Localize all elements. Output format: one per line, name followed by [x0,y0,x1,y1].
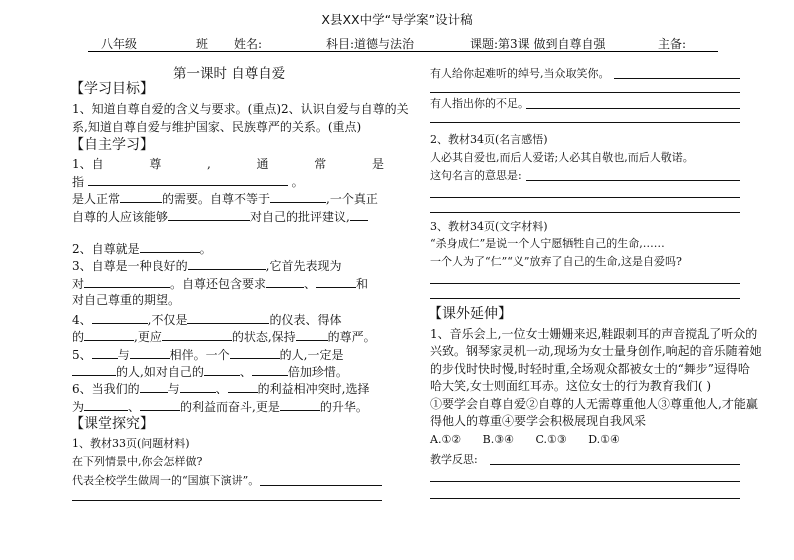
fill-blank[interactable] [187,311,269,324]
option-c[interactable]: C.①③ [535,433,567,446]
q2-b: 。 [199,242,212,256]
q1-char: 通 [256,157,269,171]
q1-char: 是 [371,157,384,171]
answer-line[interactable] [430,481,740,482]
q6-line-1-a: 6、当我们的 [72,382,140,396]
answer-line[interactable] [526,180,740,181]
q4-line-2-b: ,更应 [134,330,162,344]
ext-line-2: 兴致。钢琴家灵机一动,现场为女士量身创作,响起的音乐随着她 [430,344,762,358]
q6-line-1-c: 、 [215,382,228,396]
q1-line-3-b: 的需要。自尊不等于 [162,192,271,206]
c2-prompt: 这句名言的意思是: [430,169,522,182]
q4-line-1 [72,311,341,328]
goals-line-2: 系,知道自尊自爱与维护国家、民族尊严的关系。(重点) [72,120,362,134]
fill-blank[interactable] [280,398,320,411]
c2-quote: 人必其自爱也,而后人爱诺;人必其自敬也,而后人敬诺。 [430,151,694,164]
q3-line-1 [72,257,341,274]
q5-line-2-c: 倍加珍惜。 [287,365,348,379]
q6-line-1-d: 的利益相冲突时,选择 [257,382,370,396]
fill-blank[interactable] [84,398,128,411]
ext-line-3: 的步伐时快时慢,时轻时重,全场观众都被女士的“舞步”逗得哈 [430,362,750,376]
answer-line[interactable] [430,498,740,499]
answer-line[interactable] [526,108,740,109]
goals-line-1: 1、知道自尊自爱的含义与要求。(重点)2、认识自爱与自尊的关 [72,102,409,116]
q1-line-3 [72,190,378,207]
q1-line-4-a: 自尊的人应该能够 [72,210,169,224]
q6-line-1-b: 与 [167,382,180,396]
fill-blank[interactable] [180,380,216,393]
choice-options [430,432,620,448]
q3-line-3: 对自己尊重的期望。 [72,293,181,307]
answer-line[interactable] [260,485,382,486]
fill-blank[interactable] [162,328,232,341]
fill-blank[interactable] [204,363,240,376]
fill-blank[interactable] [316,275,356,288]
self-study-heading: 【自主学习】 [70,137,154,153]
q1-line-1 [72,156,384,172]
header-topic: 课题:第3课 做到自尊自强 [470,37,606,51]
q3-line-2-a: 对 [72,277,85,291]
q5-line-2-a: 的人,如对自己的 [116,365,204,379]
option-b[interactable]: B.③④ [482,433,514,446]
fill-blank[interactable] [266,275,304,288]
fill-blank[interactable] [230,346,280,359]
fill-blank[interactable] [92,311,148,324]
q6-line-2-c: 的利益而奋斗,更是 [180,400,280,414]
c2-title: 2、教材34页(名言感悟) [430,133,548,146]
scenario-1: 有人给你起难听的绰号,当众取笑你。 [430,67,610,80]
fill-blank[interactable] [130,346,170,359]
q3-line-1-b: ,它首先表现为 [265,259,342,273]
fill-blank[interactable] [188,257,266,270]
q3-line-2 [72,275,368,292]
fill-blank[interactable] [140,398,180,411]
answer-line[interactable] [430,197,740,198]
ext-line-5: ①要学会自尊自爱②自尊的人无需尊重他人③尊重他人,才能赢 [430,397,758,411]
q6-line-2-b: 、 [128,400,141,414]
q1-line-3-a: 是人正常 [72,192,121,206]
fill-blank[interactable] [140,240,200,253]
answer-line[interactable] [430,283,740,284]
q6-line-2 [72,398,368,415]
fill-blank[interactable] [252,363,288,376]
q3-line-2-c: 、 [304,277,317,291]
answer-line[interactable] [72,500,382,501]
fill-blank[interactable] [140,380,168,393]
q2-a: 2、自尊就是 [72,242,140,256]
fill-blank[interactable] [168,208,250,221]
q1-line-4 [72,208,368,225]
header-preparer: 主备: [658,37,687,51]
header-rule [88,51,718,52]
c3-title: 3、教材34页(文字材料) [430,220,548,233]
q2-line [72,240,212,257]
fill-blank[interactable] [84,275,170,288]
answer-line[interactable] [490,464,740,465]
header-name-label: 姓名: [234,37,263,51]
q5-line-2 [72,363,348,380]
ext-line-4: 哈大笑,女士则面红耳赤。这位女士的行为教育我们( ) [430,379,711,393]
q1-char: 1、自 [72,157,104,171]
q3-line-2-d: 和 [356,277,369,291]
ext-line-1: 1、音乐会上,一位女士姗姗来迟,鞋跟刺耳的声音搅乱了听众的 [430,327,758,341]
q5-a: 5、 [72,348,92,362]
q5-b: 与 [117,348,130,362]
header-grade: 八年级 [101,37,138,51]
answer-line[interactable] [614,78,740,79]
option-d[interactable]: D.①④ [588,433,620,446]
q3-line-2-b: 。自尊还包含要求 [170,277,267,291]
scenario-2: 有人指出你的不足。 [430,97,529,110]
document-title: X县XX中学“导学案”设计稿 [321,12,473,27]
fill-blank[interactable] [228,380,258,393]
q4-line-1-a: 4、 [72,313,92,327]
q1-char: 尊 [149,157,162,171]
q6-line-2-d: 的升华。 [319,400,368,414]
q1-line-2 [72,173,304,190]
header-class: 班 [196,37,209,51]
fill-blank[interactable] [270,190,326,203]
q4-line-1-c: 的仪表、得体 [269,313,342,327]
reflection-label: 教学反思: [430,453,478,466]
fill-blank[interactable] [72,363,116,376]
q6-line-2-a: 为 [72,400,85,414]
c1-title: 1、教材33页(问题材料) [72,437,190,450]
c1-item: 代表全校学生做周一的“国旗下演讲”。 [72,474,260,487]
class-heading: 【课堂探究】 [70,416,154,432]
fill-blank[interactable] [120,190,162,203]
header-subject: 科目:道德与法治 [326,37,415,51]
q4-line-2 [72,328,376,345]
fill-blank[interactable] [84,328,134,341]
fill-blank[interactable] [296,328,328,341]
q4-line-2-c: 的状态,保持 [231,330,296,344]
q1-char: , [207,157,211,171]
q3-line-1-a: 3、自尊是一种良好的 [72,259,188,273]
answer-line[interactable] [430,212,740,213]
lesson-title: 第一课时 自尊自爱 [173,66,286,82]
answer-line[interactable] [430,298,740,299]
answer-line[interactable] [430,92,740,93]
fill-blank[interactable] [88,173,288,186]
q5-line-1 [72,346,344,363]
goals-heading: 【学习目标】 [70,81,154,97]
option-a[interactable]: A.①② [430,433,462,446]
fill-blank[interactable] [350,208,368,221]
q6-line-1 [72,380,370,397]
q1-line-2-label: 指 [72,175,85,189]
q1-line-2-end: 。 [291,175,304,189]
c1-prompt: 在下列情景中,你会怎样做? [72,455,203,468]
q1-line-4-b: 对自己的批评建议, [250,210,350,224]
c3-line-2: 一个人为了“仁”“义”放弃了自己的生命,这是自爱吗? [430,255,682,268]
extension-heading: 【课外延伸】 [428,306,512,322]
fill-blank[interactable] [92,346,118,359]
q5-c: 相伴。一个 [169,348,230,362]
c3-line-1: “杀身成仁”是说一个人宁愿牺牲自己的生命,…… [430,237,665,250]
q1-char: 常 [314,157,327,171]
q5-d: 的人,一定是 [279,348,344,362]
q5-line-2-b: 、 [239,365,252,379]
q4-line-2-a: 的 [72,330,85,344]
answer-line[interactable] [430,122,740,123]
q4-line-1-b: ,不仅是 [147,313,188,327]
ext-line-6: 得他人的尊重④要学会积极展现自我风采 [430,414,647,428]
q1-line-3-c: ,一个真正 [326,192,378,206]
q4-line-2-d: 的尊严。 [327,330,376,344]
